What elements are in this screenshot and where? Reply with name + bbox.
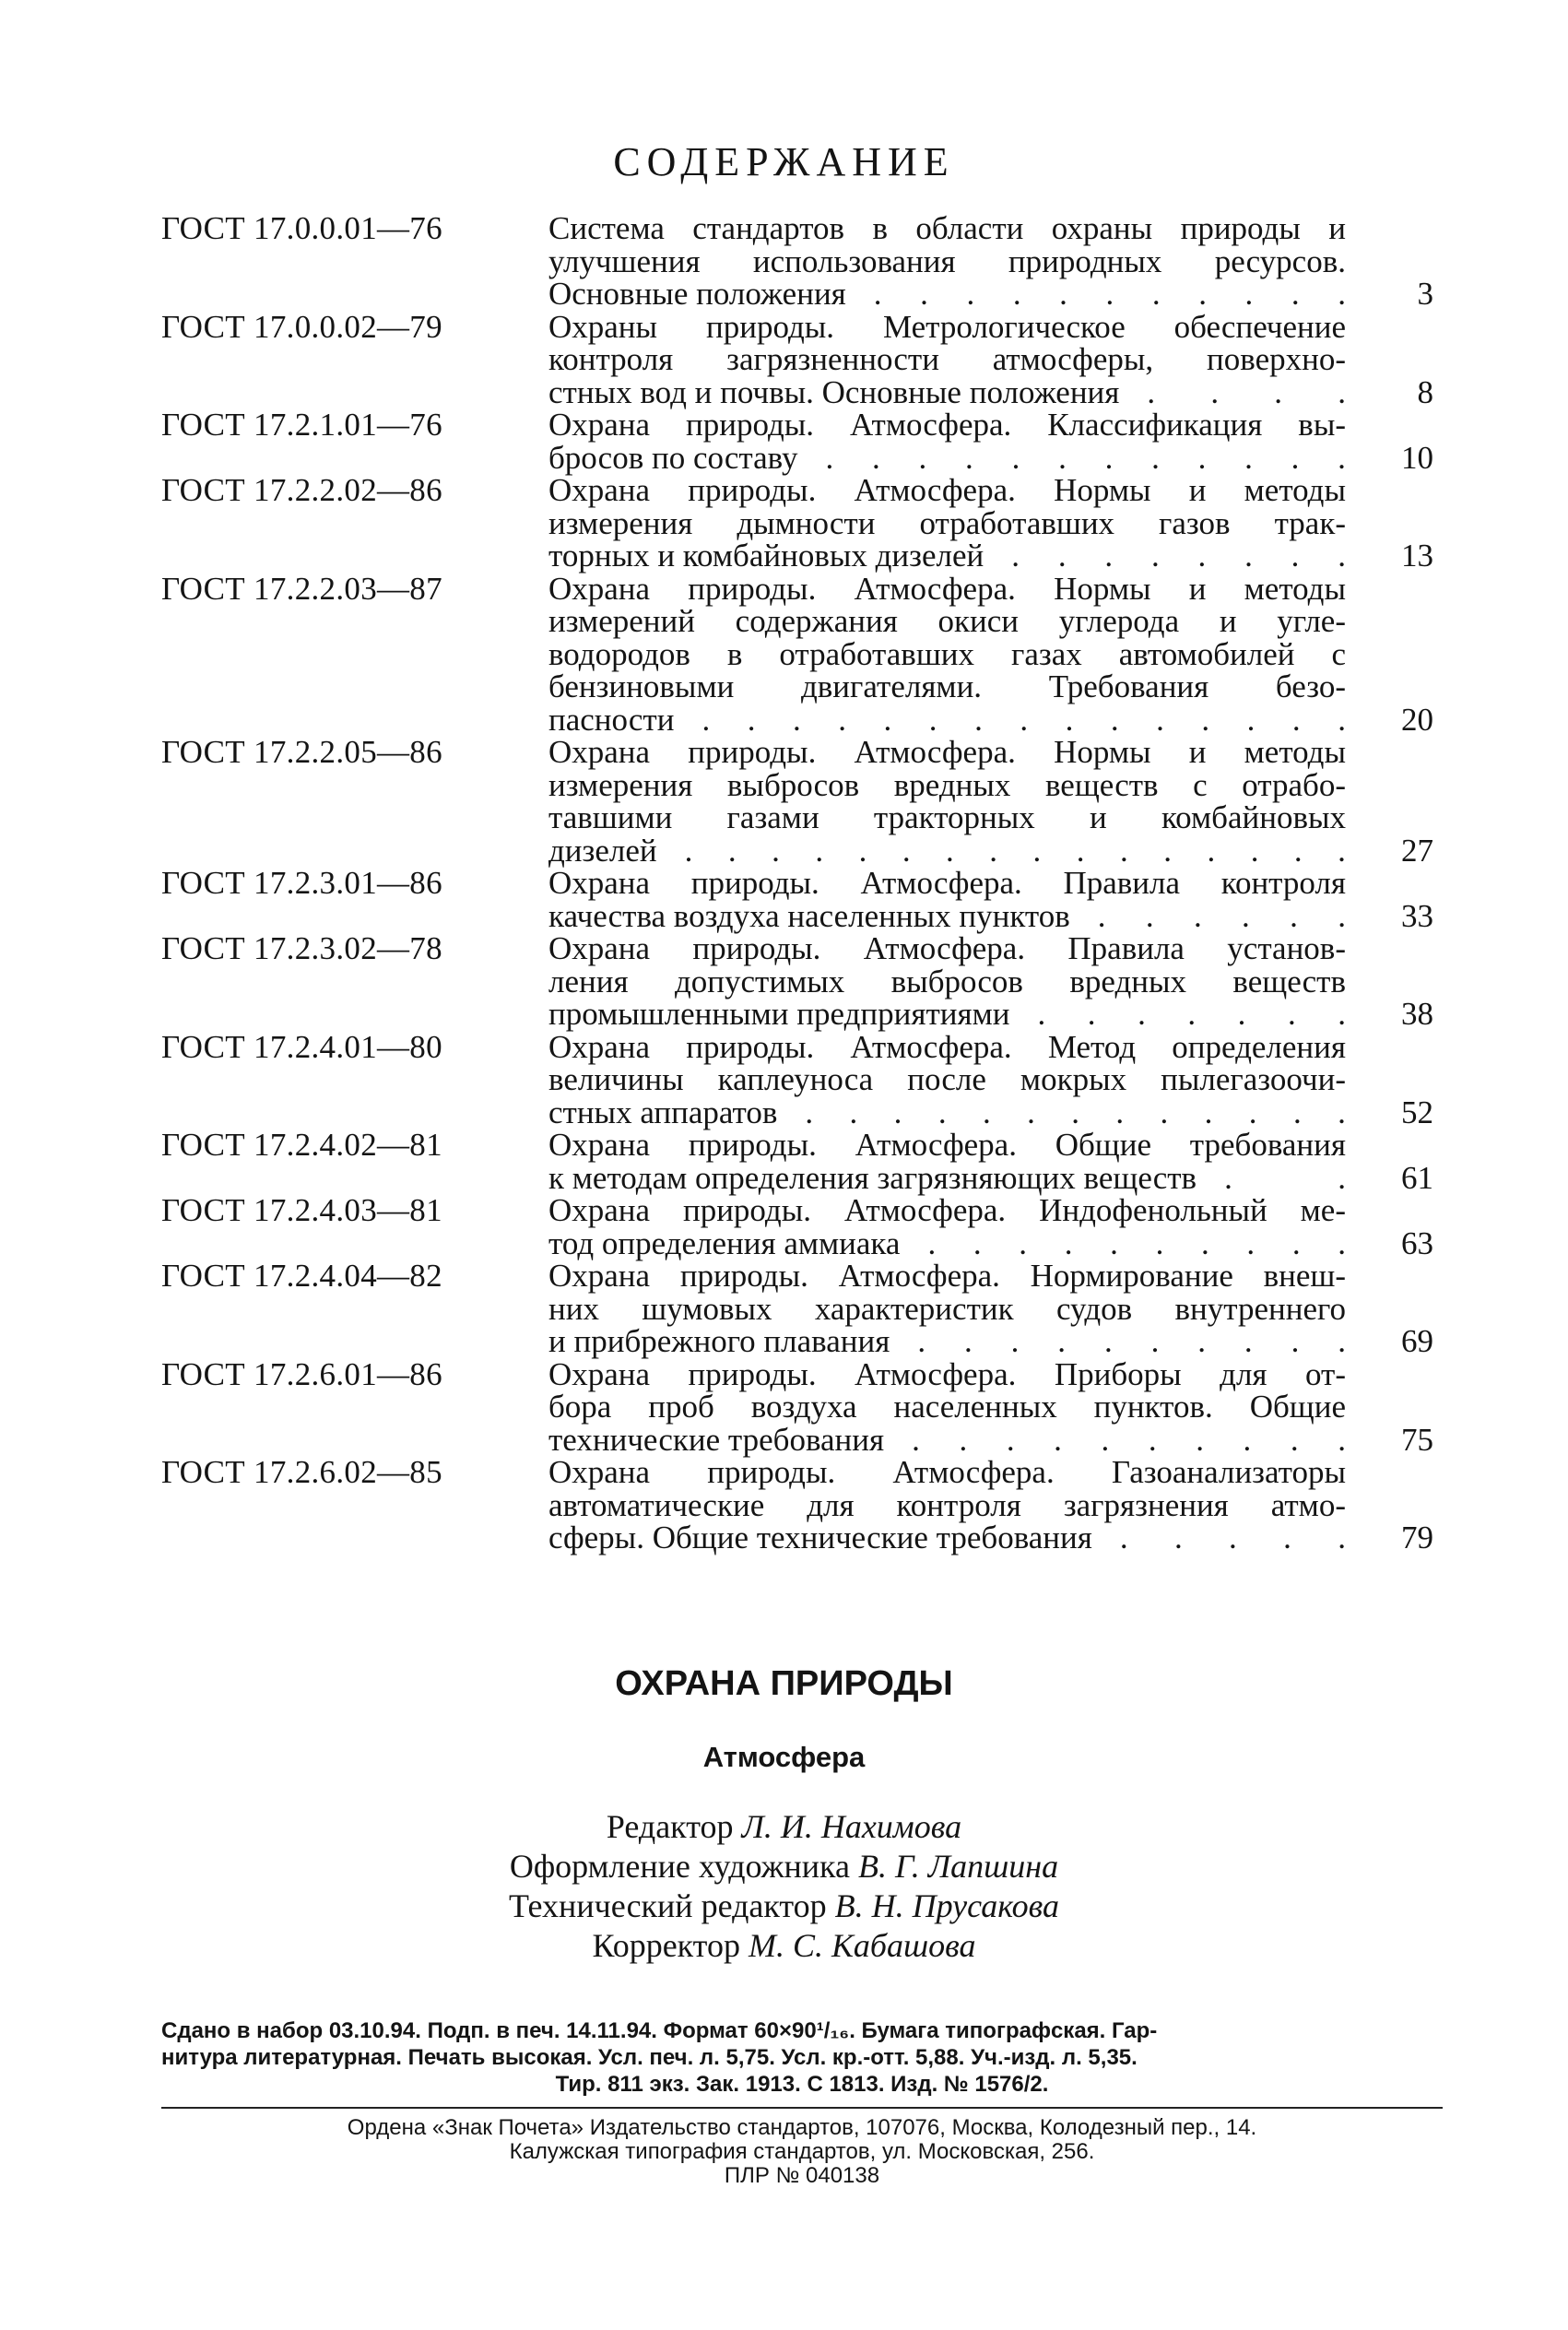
credit-tech-editor <box>0 1886 1568 1926</box>
dot-leader: . . . . <box>1147 373 1346 410</box>
toc-entry-line: Охрана природы. Атмосфера. Приборы для от- <box>548 1355 1346 1392</box>
toc-entry <box>161 1028 1433 1130</box>
print-imprint <box>161 2017 1443 2098</box>
toc-entry-page-number <box>1346 408 1433 474</box>
page-number: 13 <box>1401 538 1433 574</box>
toc-entry-line: тавшими газами тракторных и комбайновых <box>548 799 1346 835</box>
toc-entry-line: Охрана природы. Атмосфера. Классификация вы- <box>548 407 1346 443</box>
toc-entry-page-number <box>1346 1260 1433 1358</box>
dot-leader: . . . . . . . . . . <box>912 1421 1346 1458</box>
credit-name: В. Г. Лапшина <box>857 1848 1059 1885</box>
toc-entry-page-number <box>1346 1129 1433 1194</box>
table-of-contents <box>161 212 1433 1555</box>
toc-entry-line: Охрана природы. Атмосфера. Нормы и методы <box>548 570 1346 607</box>
toc-entry-code: ГОСТ 17.2.4.03—81 <box>161 1192 442 1228</box>
toc-entry-last-line <box>548 701 1346 738</box>
dot-leader: . . <box>1224 1159 1346 1196</box>
credit-role: Технический редактор <box>508 1887 827 1924</box>
dot-leader: . . . . . . . <box>1037 996 1346 1032</box>
toc-entry-code: ГОСТ 17.2.2.02—86 <box>161 472 442 508</box>
toc-entry-last-line <box>548 278 1346 311</box>
toc-entry-description <box>548 570 1346 738</box>
toc-entry-line: качества воздуха населенных пунктов <box>548 897 1070 934</box>
toc-entry-line: Охрана природы. Атмосфера. Газоанализаторы <box>548 1454 1346 1490</box>
page-number: 38 <box>1401 996 1433 1032</box>
page-number: 8 <box>1417 373 1433 410</box>
toc-entry <box>161 570 1433 738</box>
toc-entry-line: измерения дымности отработавших газов трак- <box>548 504 1346 541</box>
dot-leader: . . . . . . . . . . . . . . . . <box>684 832 1346 869</box>
toc-entry-last-line <box>548 539 1346 573</box>
toc-entry <box>161 308 1433 410</box>
toc-entry-line: измерения выбросов вредных веществ с отрабо- <box>548 766 1346 803</box>
dot-leader: . . . . . <box>1119 1520 1346 1555</box>
toc-entry-line: стных аппаратов <box>548 1094 778 1130</box>
toc-entry-code: ГОСТ 17.2.6.01—86 <box>161 1355 442 1392</box>
toc-entry-description <box>548 1260 1346 1358</box>
toc-entry-code: ГОСТ 17.2.2.03—87 <box>161 570 442 607</box>
page-number: 20 <box>1401 701 1433 738</box>
publisher-line: Калужская типография стандартов, ул. Московская, 256. <box>509 2139 1095 2164</box>
toc-entry <box>161 867 1433 932</box>
credit-proofreader <box>0 1926 1568 1966</box>
toc-entry-last-line <box>548 834 1346 868</box>
toc-entry <box>161 474 1433 573</box>
toc-entry-code: ГОСТ 17.0.0.02—79 <box>161 308 442 345</box>
toc-entry-description <box>548 408 1346 474</box>
toc-entry-line: Охрана природы. Атмосфера. Нормы и методы <box>548 472 1346 508</box>
toc-entry-description <box>548 1194 1346 1260</box>
toc-entry-line: торных и комбайновых дизелей <box>548 538 984 574</box>
toc-entry-line: Охрана природы. Атмосфера. Нормирование внеш- <box>548 1258 1346 1294</box>
toc-entry-line: Основные положения <box>548 276 846 312</box>
toc-entry-last-line <box>548 1421 1346 1458</box>
toc-entry-line: дизелей <box>548 832 657 869</box>
credit-artist <box>0 1847 1568 1886</box>
toc-entry-line: бензиновыми двигателями. Требования безо- <box>548 668 1346 704</box>
toc-entry-line: величины каплеуноса после мокрых пылегазоочи- <box>548 1061 1346 1097</box>
toc-entry-line: Охрана природы. Атмосфера. Метод определения <box>548 1028 1346 1065</box>
divider <box>161 2107 1443 2109</box>
page-number: 69 <box>1401 1323 1433 1359</box>
dot-leader: . . . . . . . . . . . . <box>825 439 1346 476</box>
toc-entry-code: ГОСТ 17.0.0.01—76 <box>161 210 442 246</box>
imprint-line: нитура литературная. Печать высокая. Усл. печ. л. 5,75. Усл. кр.-отт. 5,88. Уч.-изд. л. 5,35. <box>161 2045 1138 2070</box>
toc-entry-code: ГОСТ 17.2.4.01—80 <box>161 1028 442 1065</box>
toc-entry-description <box>548 1355 1346 1458</box>
page-number: 63 <box>1401 1224 1433 1261</box>
credit-name: М. С. Кабашова <box>748 1927 976 1964</box>
imprint-line: Сдано в набор 03.10.94. Подп. в печ. 14.11.94. Формат 60×90¹/₁₆. Бумага типографская. Гар- <box>161 2018 1158 2043</box>
toc-entry-code: ГОСТ 17.2.4.02—81 <box>161 1127 442 1163</box>
toc-entry-page-number <box>1346 311 1433 409</box>
toc-entry-code: ГОСТ 17.2.2.05—86 <box>161 734 442 770</box>
toc-entry <box>161 408 1433 474</box>
toc-entry-line: них шумовых характеристик судов внутреннего <box>548 1290 1346 1327</box>
toc-entry-line: ления допустимых выбросов вредных веществ <box>548 963 1346 999</box>
page-number: 10 <box>1401 439 1433 476</box>
toc-entry <box>161 1456 1433 1555</box>
toc-entry <box>161 1129 1433 1194</box>
toc-entry-page-number <box>1346 474 1433 573</box>
imprint-line: Тир. 811 экз. Зак. 1913. С 1813. Изд. № 1576/2. <box>555 2072 1049 2097</box>
credit-name: Л. И. Нахимова <box>741 1808 962 1845</box>
toc-entry-line: стных вод и почвы. Основные положения <box>548 373 1120 410</box>
toc-entry-line: Охраны природы. Метрологическое обеспечение <box>548 308 1346 345</box>
credit-role: Оформление художника <box>509 1848 850 1885</box>
toc-entry-page-number <box>1346 573 1433 737</box>
toc-entry-line: Система стандартов в области охраны природы и <box>548 210 1346 246</box>
credits-block <box>0 1807 1568 1966</box>
toc-entry-last-line <box>548 1159 1346 1196</box>
toc-entry-line: Охрана природы. Атмосфера. Нормы и методы <box>548 734 1346 770</box>
toc-entry-description <box>548 474 1346 573</box>
toc-entry <box>161 1194 1433 1260</box>
dot-leader: . . . . . . <box>1097 897 1346 934</box>
toc-entry-code: ГОСТ 17.2.3.02—78 <box>161 930 442 966</box>
book-subtitle: Атмосфера <box>702 1741 866 1773</box>
toc-entry-description <box>548 867 1346 932</box>
toc-entry-last-line <box>548 998 1346 1031</box>
toc-entry-code: ГОСТ 17.2.3.01—86 <box>161 865 442 901</box>
toc-entry-line: Охрана природы. Атмосфера. Индофенольный ме- <box>548 1192 1346 1228</box>
dot-leader: . . . . . . . . . . . <box>873 276 1346 312</box>
book-title: ОХРАНА ПРИРОДЫ <box>615 1664 953 1703</box>
page-number: 27 <box>1401 832 1433 869</box>
credit-name: В. Н. Прусакова <box>834 1887 1060 1924</box>
toc-entry-line: технические требования <box>548 1421 885 1458</box>
toc-entry-line: измерений содержания окиси углерода и угле- <box>548 603 1346 639</box>
toc-entry-last-line <box>548 1521 1346 1555</box>
dot-leader: . . . . . . . . . . . . . . . <box>701 701 1346 738</box>
toc-entry-page-number <box>1346 867 1433 932</box>
toc-entry-line: автоматические для контроля загрязнения атмо- <box>548 1486 1346 1523</box>
toc-entry-page-number <box>1346 1358 1433 1457</box>
toc-entry-line: Охрана природы. Атмосфера. Правила установ- <box>548 930 1346 966</box>
toc-entry-last-line <box>548 1224 1346 1261</box>
toc-entry-description <box>548 736 1346 867</box>
toc-entry-line: Охрана природы. Атмосфера. Правила контроля <box>548 865 1346 901</box>
toc-entry-page-number <box>1346 1194 1433 1260</box>
toc-entry-line: промышленными предприятиями <box>548 996 1010 1032</box>
page-number: 75 <box>1401 1421 1433 1458</box>
toc-entry-description <box>548 212 1346 311</box>
toc-entry-description <box>548 1129 1346 1194</box>
page-number: 33 <box>1401 897 1433 934</box>
toc-entry-page-number <box>1346 212 1433 311</box>
toc-entry <box>161 212 1433 311</box>
toc-entry-description <box>548 932 1346 1031</box>
toc-entry-code: ГОСТ 17.2.6.02—85 <box>161 1454 442 1490</box>
toc-entry-page-number <box>1346 1031 1433 1130</box>
toc-entry-last-line <box>548 439 1346 476</box>
toc-entry-line: к методам определения загрязняющих веществ <box>548 1159 1197 1196</box>
toc-entry-last-line <box>548 373 1346 410</box>
toc-entry <box>161 932 1433 1031</box>
page-number: 3 <box>1417 276 1433 312</box>
toc-entry-description <box>548 1456 1346 1555</box>
toc-entry-page-number <box>1346 1456 1433 1555</box>
toc-entry-line: водородов в отработавших газах автомобилей с <box>548 635 1346 672</box>
toc-entry-last-line <box>548 1096 1346 1130</box>
toc-entry-last-line <box>548 897 1346 934</box>
publisher-line: Ордена «Знак Почета» Издательство стандартов, 107076, Москва, Колодезный пер., 14. <box>347 2115 1257 2140</box>
credit-role: Корректор <box>592 1927 740 1964</box>
toc-entry-line: улучшения использования природных ресурсов. <box>548 242 1346 279</box>
page-number: 52 <box>1401 1094 1433 1130</box>
toc-entry-page-number <box>1346 736 1433 867</box>
credit-editor <box>0 1807 1568 1847</box>
toc-entry-line: бросов по составу <box>548 439 798 476</box>
toc-entry-line: бора проб воздуха населенных пунктов. Общие <box>548 1389 1346 1425</box>
dot-leader: . . . . . . . . . . . . . <box>805 1094 1346 1130</box>
toc-entry-line: пасности <box>548 701 675 738</box>
publisher-line: ПЛР № 040138 <box>724 2163 880 2188</box>
toc-entry <box>161 736 1433 867</box>
dot-leader: . . . . . . . . <box>1011 538 1346 574</box>
page-number: 79 <box>1401 1520 1433 1555</box>
toc-heading: СОДЕРЖАНИЕ <box>613 139 955 184</box>
toc-entry-line: тод определения аммиака <box>548 1224 901 1261</box>
dot-leader: . . . . . . . . . . <box>927 1224 1346 1261</box>
toc-entry-code: ГОСТ 17.2.1.01—76 <box>161 407 442 443</box>
page-number: 61 <box>1401 1159 1433 1196</box>
credit-role: Редактор <box>606 1808 734 1845</box>
toc-entry-line: и прибрежного плавания <box>548 1323 890 1359</box>
toc-entry <box>161 1260 1433 1358</box>
publisher-info <box>161 2116 1443 2188</box>
toc-entry <box>161 1355 1433 1458</box>
toc-entry-line: контроля загрязненности атмосферы, поверхно- <box>548 341 1346 377</box>
toc-entry-description <box>548 308 1346 410</box>
toc-entry-line: сферы. Общие технические требования <box>548 1520 1092 1555</box>
toc-entry-description <box>548 1028 1346 1130</box>
toc-entry-line: Охрана природы. Атмосфера. Общие требования <box>548 1127 1346 1163</box>
toc-entry-code: ГОСТ 17.2.4.04—82 <box>161 1258 442 1294</box>
dot-leader: . . . . . . . . . . <box>917 1323 1346 1359</box>
toc-entry-last-line <box>548 1325 1346 1358</box>
toc-entry-page-number <box>1346 932 1433 1031</box>
